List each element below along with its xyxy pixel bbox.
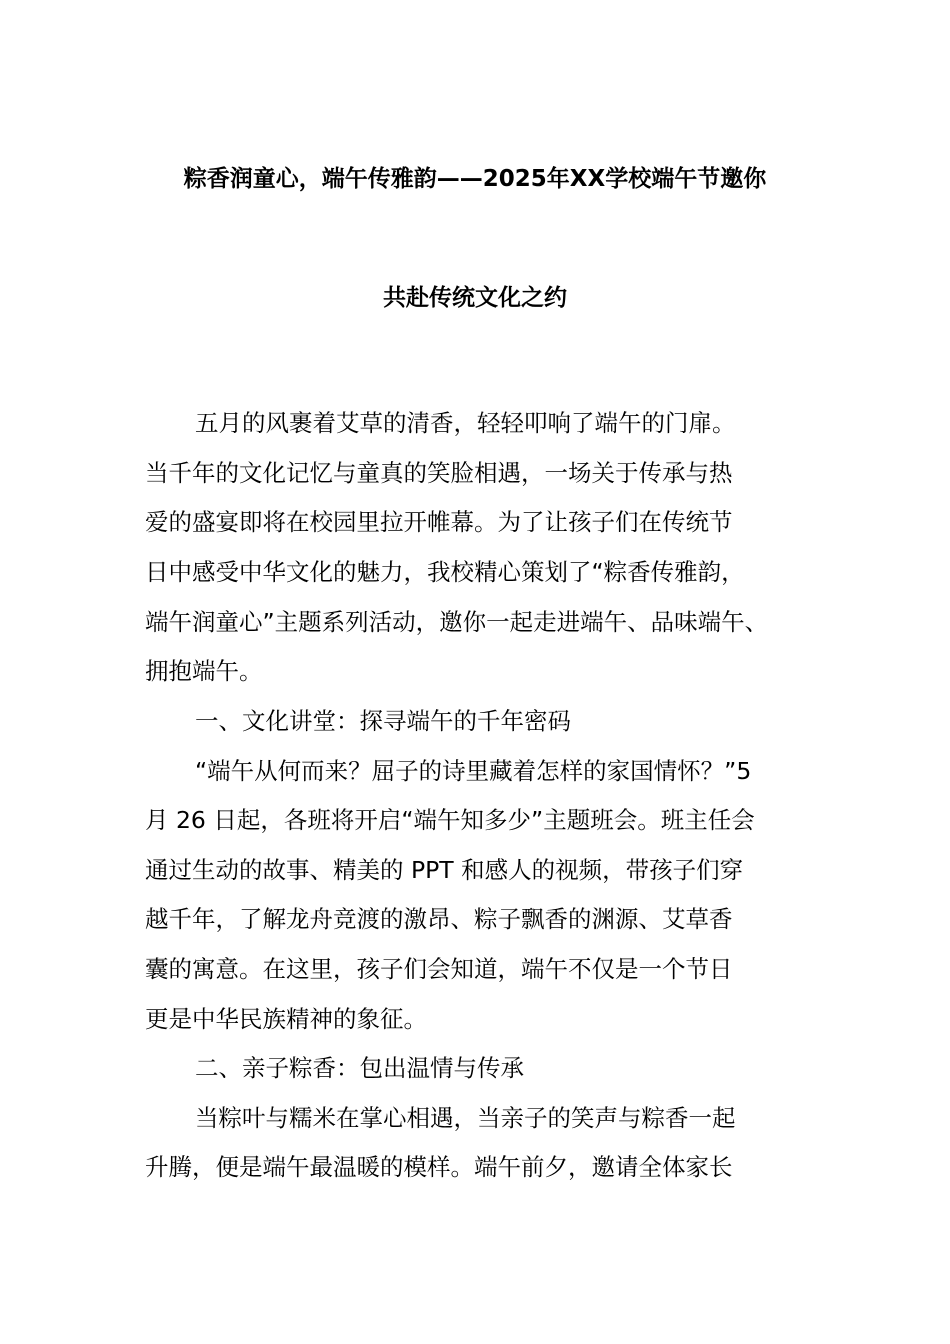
paragraph-line: 五月的风裹着艾草的清香，轻轻叩响了端午的门扉。	[195, 409, 736, 437]
document-title-line-1: 粽香润童心，端午传雅韵——2025年XX学校端午节邀你	[183, 166, 767, 192]
paragraph-line: 升腾，便是端午最温暖的模样。端午前夕，邀请全体家长	[145, 1153, 733, 1181]
paragraph-line: 越千年，了解龙舟竞渡的激昂、粽子飘香的渊源、艾草香	[145, 905, 733, 933]
paragraph-line: 囊的寓意。在这里，孩子们会知道，端午不仅是一个节日	[145, 955, 733, 983]
paragraph-line: 拥抱端午。	[145, 657, 263, 685]
paragraph-line: 当千年的文化记忆与童真的笑脸相遇，一场关于传承与热	[145, 459, 733, 487]
paragraph-line: 月 26 日起，各班将开启“端午知多少”主题班会。班主任会	[145, 806, 755, 834]
paragraph-line: 爱的盛宴即将在校园里拉开帷幕。为了让孩子们在传统节	[145, 508, 733, 536]
paragraph-line: “端午从何而来？屈子的诗里藏着怎样的家国情怀？”5	[195, 757, 752, 785]
paragraph-line: 端午润童心”主题系列活动，邀你一起走进端午、品味端午、	[145, 608, 769, 636]
paragraph-line: 通过生动的故事、精美的 PPT 和感人的视频，带孩子们穿	[145, 856, 744, 884]
section-heading-1: 一、文化讲堂：探寻端午的千年密码	[195, 707, 571, 735]
paragraph-line: 更是中华民族精神的象征。	[145, 1005, 427, 1033]
paragraph-line: 当粽叶与糯米在掌心相遇，当亲子的笑声与粽香一起	[195, 1104, 736, 1132]
document-title-line-2: 共赴传统文化之约	[383, 285, 567, 311]
section-heading-2: 二、亲子粽香：包出温情与传承	[195, 1054, 524, 1082]
paragraph-line: 日中感受中华文化的魅力，我校精心策划了“粽香传雅韵，	[145, 558, 745, 586]
